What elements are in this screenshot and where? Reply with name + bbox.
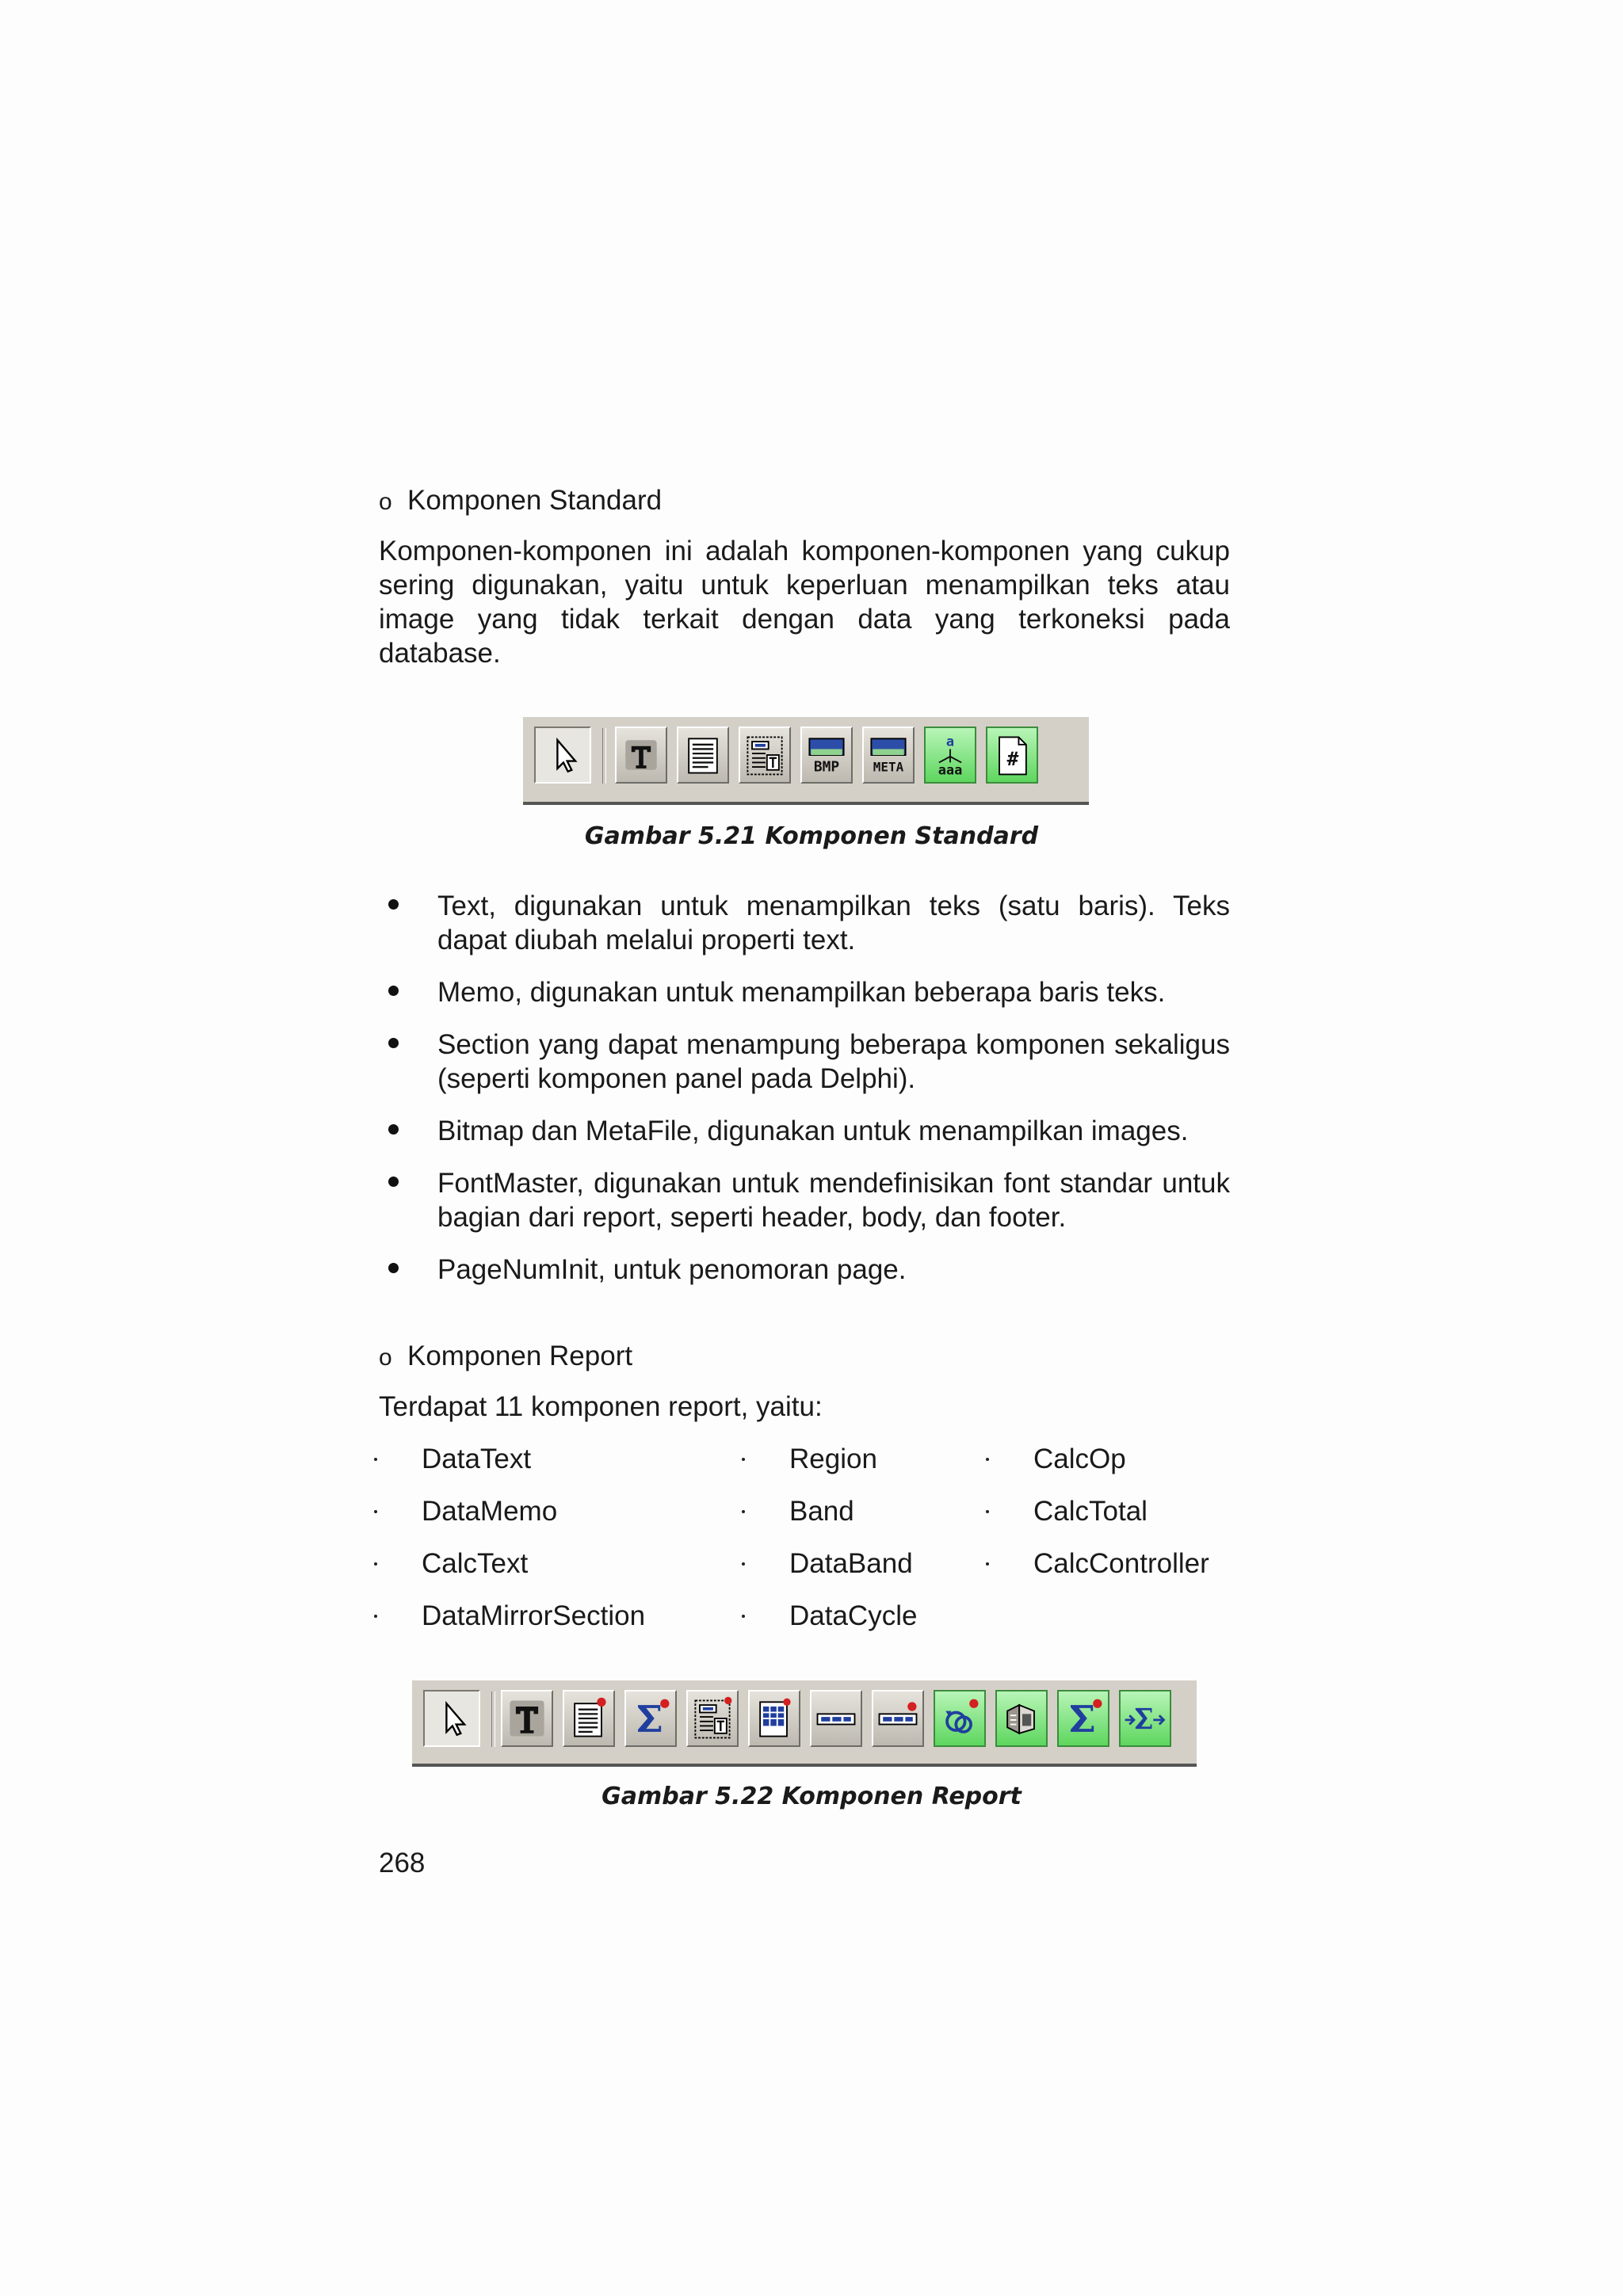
calccontroller-component-button[interactable] <box>1119 1690 1171 1747</box>
datatext-component-button[interactable] <box>501 1690 553 1747</box>
paragraph-line: database. <box>379 638 501 669</box>
heading-text: Komponen Standard <box>407 485 663 516</box>
list-item: FontMaster, digunakan untuk mendefinisikan font standar untuk bagian dari report, seperti header, body, dan footer. <box>379 1166 1230 1234</box>
bitmap-label: BMP <box>813 758 840 776</box>
datacycle-component-button[interactable] <box>934 1690 986 1747</box>
page-number: 268 <box>379 1848 426 1878</box>
figure-caption-5-22: Gambar 5.22 Komponen Report <box>601 1783 1022 1810</box>
section-heading-standard <box>379 483 662 519</box>
text-component-button[interactable] <box>615 727 667 784</box>
pointer-button[interactable] <box>423 1690 480 1747</box>
memo-component-button[interactable] <box>677 727 729 784</box>
databand-component-button[interactable] <box>872 1690 924 1747</box>
metafile-label: META <box>873 759 904 775</box>
pagenum-label: # <box>1006 747 1019 771</box>
bullet-dot <box>388 1263 399 1273</box>
list-item: Bitmap dan MetaFile, digunakan untuk menampilkan images. <box>379 1114 1230 1148</box>
pagenuminit-component-button[interactable] <box>986 727 1038 784</box>
list-item: Text, digunakan untuk menampilkan teks (satu baris). Teks dapat diubah melalui properti text. <box>379 889 1230 957</box>
bullet-dot <box>388 986 399 996</box>
fontmaster-component-button[interactable] <box>924 727 976 784</box>
section-component-button[interactable] <box>739 727 791 784</box>
band-component-button[interactable] <box>810 1690 862 1747</box>
bullet-dot <box>388 1038 399 1048</box>
region-component-button[interactable] <box>748 1690 800 1747</box>
bitmap-component-button[interactable] <box>800 727 853 784</box>
intro-paragraph <box>379 534 1230 670</box>
list-item: PageNumInit, untuk penomoran page. <box>379 1253 1230 1287</box>
datamemo-component-button[interactable] <box>563 1690 615 1747</box>
list-item: Memo, digunakan untuk menampilkan beberapa baris teks. <box>379 975 1230 1009</box>
report-components-columns: DataText DataMemo CalcText DataMirrorSection Region Band DataBand DataCycle CalcOp CalcTotal CalcController <box>374 1442 1246 1656</box>
figure-caption-5-21: Gambar 5.21 Komponen Standard <box>584 822 1039 850</box>
section-heading-report <box>379 1339 632 1375</box>
circle-bullet: o <box>379 1344 392 1371</box>
datamirror-component-button[interactable] <box>995 1690 1048 1747</box>
paragraph-line: sering digunakan, yaitu untuk keperluan menampilkan teks atau <box>379 570 1230 601</box>
datamirrorsection-component-button[interactable] <box>686 1690 739 1747</box>
metafile-component-button[interactable] <box>862 727 915 784</box>
fontmaster-bottom-label: aaa <box>938 761 963 778</box>
bullet-dot <box>388 1124 399 1135</box>
calctotal-component-button[interactable] <box>1057 1690 1109 1747</box>
paragraph-line: Komponen-komponen ini adalah komponen-komponen yang cukup <box>379 536 1230 566</box>
fontmaster-top-label: a <box>945 733 955 749</box>
standard-components-toolbar <box>523 716 1089 805</box>
calctext-component-button[interactable] <box>624 1690 677 1747</box>
report-components-toolbar <box>412 1680 1197 1767</box>
circle-bullet: o <box>379 489 392 515</box>
pointer-button[interactable] <box>534 727 591 784</box>
heading-text: Komponen Report <box>407 1341 633 1371</box>
paragraph-line: image yang tidak terkait dengan data yang terkoneksi pada <box>379 604 1230 635</box>
list-item: Section yang dapat menampung beberapa komponen sekaligus (seperti komponen panel pada Delphi). <box>379 1028 1230 1096</box>
bullet-dot <box>388 1177 399 1187</box>
bullet-dot <box>388 899 399 910</box>
report-intro: Terdapat 11 komponen report, yaitu: <box>379 1391 823 1422</box>
standard-components-list <box>379 889 1230 1305</box>
